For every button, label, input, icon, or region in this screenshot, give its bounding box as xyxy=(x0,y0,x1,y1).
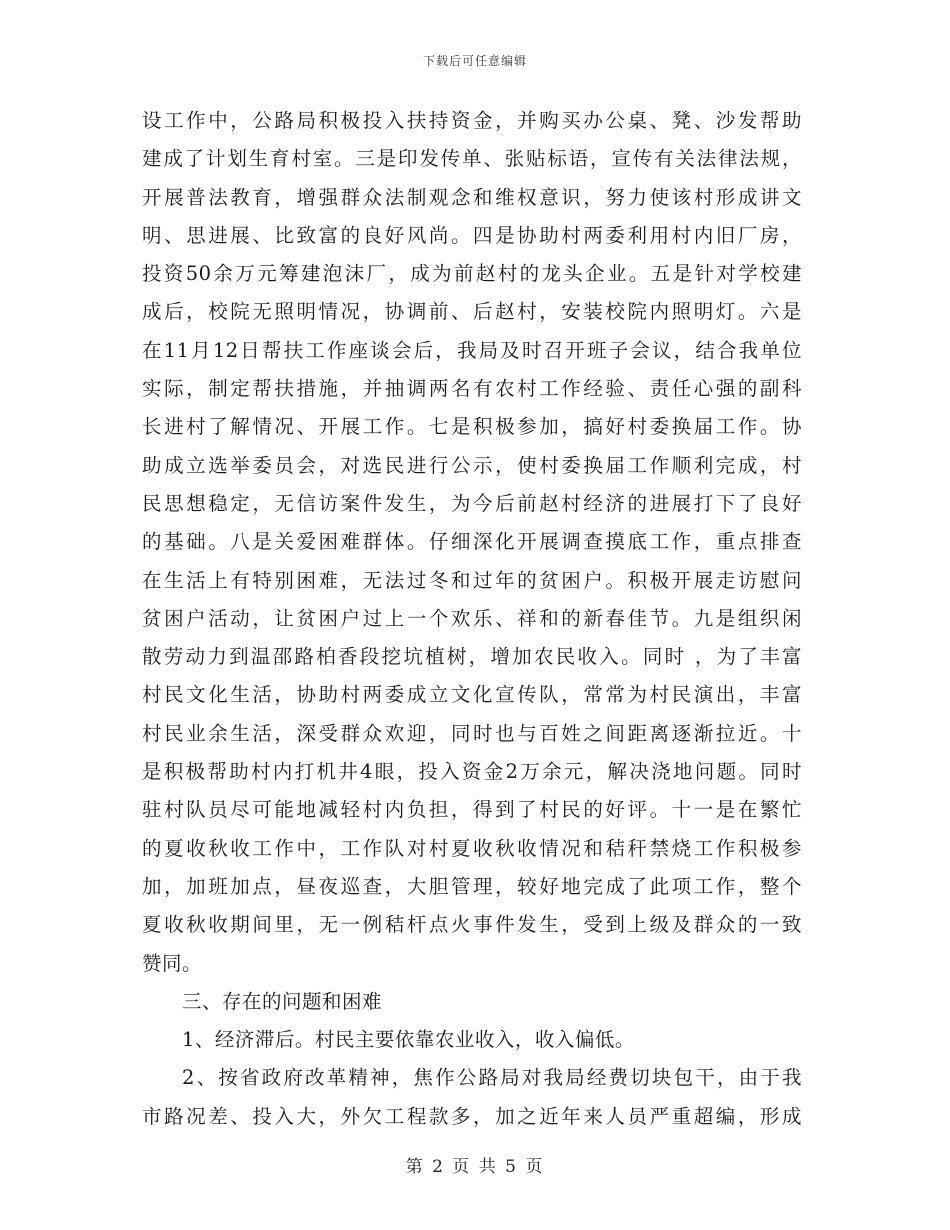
section-heading: 三、存在的问题和困难 xyxy=(182,989,383,1013)
paragraph-line: 成后，校院无照明情况，协调前、后赵村，安装校院内照明灯。六是 xyxy=(142,300,802,324)
paragraph-line: 加，加班加点，昼夜巡查，大胆管理，较好地完成了此项工作，整个 xyxy=(142,874,802,898)
paragraph-line: 明、思进展、比致富的良好风尚。四是协助村两委利用村内旧厂房， xyxy=(142,223,802,247)
list-item-2-line: 市路况差、投入大，外欠工程款多，加之近年来人员严重超编，形成 xyxy=(142,1104,802,1128)
list-item-2-line: 2、按省政府改革精神，焦作公路局对我局经费切块包干，由于我 xyxy=(182,1066,802,1090)
paragraph-line: 驻村队员尽可能地减轻村内负担，得到了村民的好评。十一是在繁忙 xyxy=(142,798,802,822)
paragraph-line: 民思想稳定，无信访案件发生，为今后前赵村经济的进展打下了良好 xyxy=(142,491,802,515)
paragraph-line: 建成了计划生育村室。三是印发传单、张贴标语，宣传有关法律法规， xyxy=(142,147,802,171)
paragraph-line: 助成立选举委员会，对选民进行公示，使村委换届工作顺利完成，村 xyxy=(142,453,802,477)
paragraph-line: 散劳动力到温邵路柏香段挖坑植树，增加农民收入。同时 ，为了丰富 xyxy=(142,645,802,669)
paragraph-line: 的夏收秋收工作中，工作队对村夏收秋收情况和秸秆禁烧工作积极参 xyxy=(142,836,802,860)
paragraph-line: 投资50余万元筹建泡沫厂，成为前赵村的龙头企业。五是针对学校建 xyxy=(142,262,802,286)
paragraph-line: 长进村了解情况、开展工作。七是积极参加，搞好村委换届工作。协 xyxy=(142,415,802,439)
paragraph-line: 在11月12日帮扶工作座谈会后，我局及时召开班子会议，结合我单位 xyxy=(142,338,802,362)
paragraph-line: 夏收秋收期间里，无一例秸杆点火事件发生，受到上级及群众的一致 xyxy=(142,913,802,937)
paragraph-line: 实际，制定帮扶措施，并抽调两名有农村工作经验、责任心强的副科 xyxy=(142,377,802,401)
paragraph-line: 在生活上有特别困难，无法过冬和过年的贫困户。积极开展走访慰问 xyxy=(142,568,802,592)
paragraph-line: 开展普法教育，增强群众法制观念和维权意识，努力使该村形成讲文 xyxy=(142,185,802,209)
paragraph-line: 设工作中，公路局积极投入扶持资金，并购买办公桌、凳、沙发帮助 xyxy=(142,109,802,132)
paragraph-line: 村民业余生活，深受群众欢迎，同时也与百姓之间距离逐渐拉近。十 xyxy=(142,721,802,745)
paragraph-line: 是积极帮助村内打机井4眼，投入资金2万余元，解决浇地问题。同时 xyxy=(142,760,802,784)
paragraph-line: 村民文化生活，协助村两委成立文化宣传队，常常为村民演出，丰富 xyxy=(142,683,802,707)
paragraph-line: 的基础。八是关爱困难群体。仔细深化开展调查摸底工作，重点排查 xyxy=(142,530,802,554)
paragraph-line: 贫困户活动，让贫困户过上一个欢乐、祥和的新春佳节。九是组织闲 xyxy=(142,606,802,630)
page-header: 下载后可任意编辑 xyxy=(422,54,527,68)
page-number: 第 2 页 共 5 页 xyxy=(405,1157,545,1177)
document-body xyxy=(142,102,802,1136)
paragraph-line: 赞同。 xyxy=(142,951,203,975)
list-item-1: 1、经济滞后。村民主要依靠农业收入，收入偏低。 xyxy=(182,1028,635,1052)
